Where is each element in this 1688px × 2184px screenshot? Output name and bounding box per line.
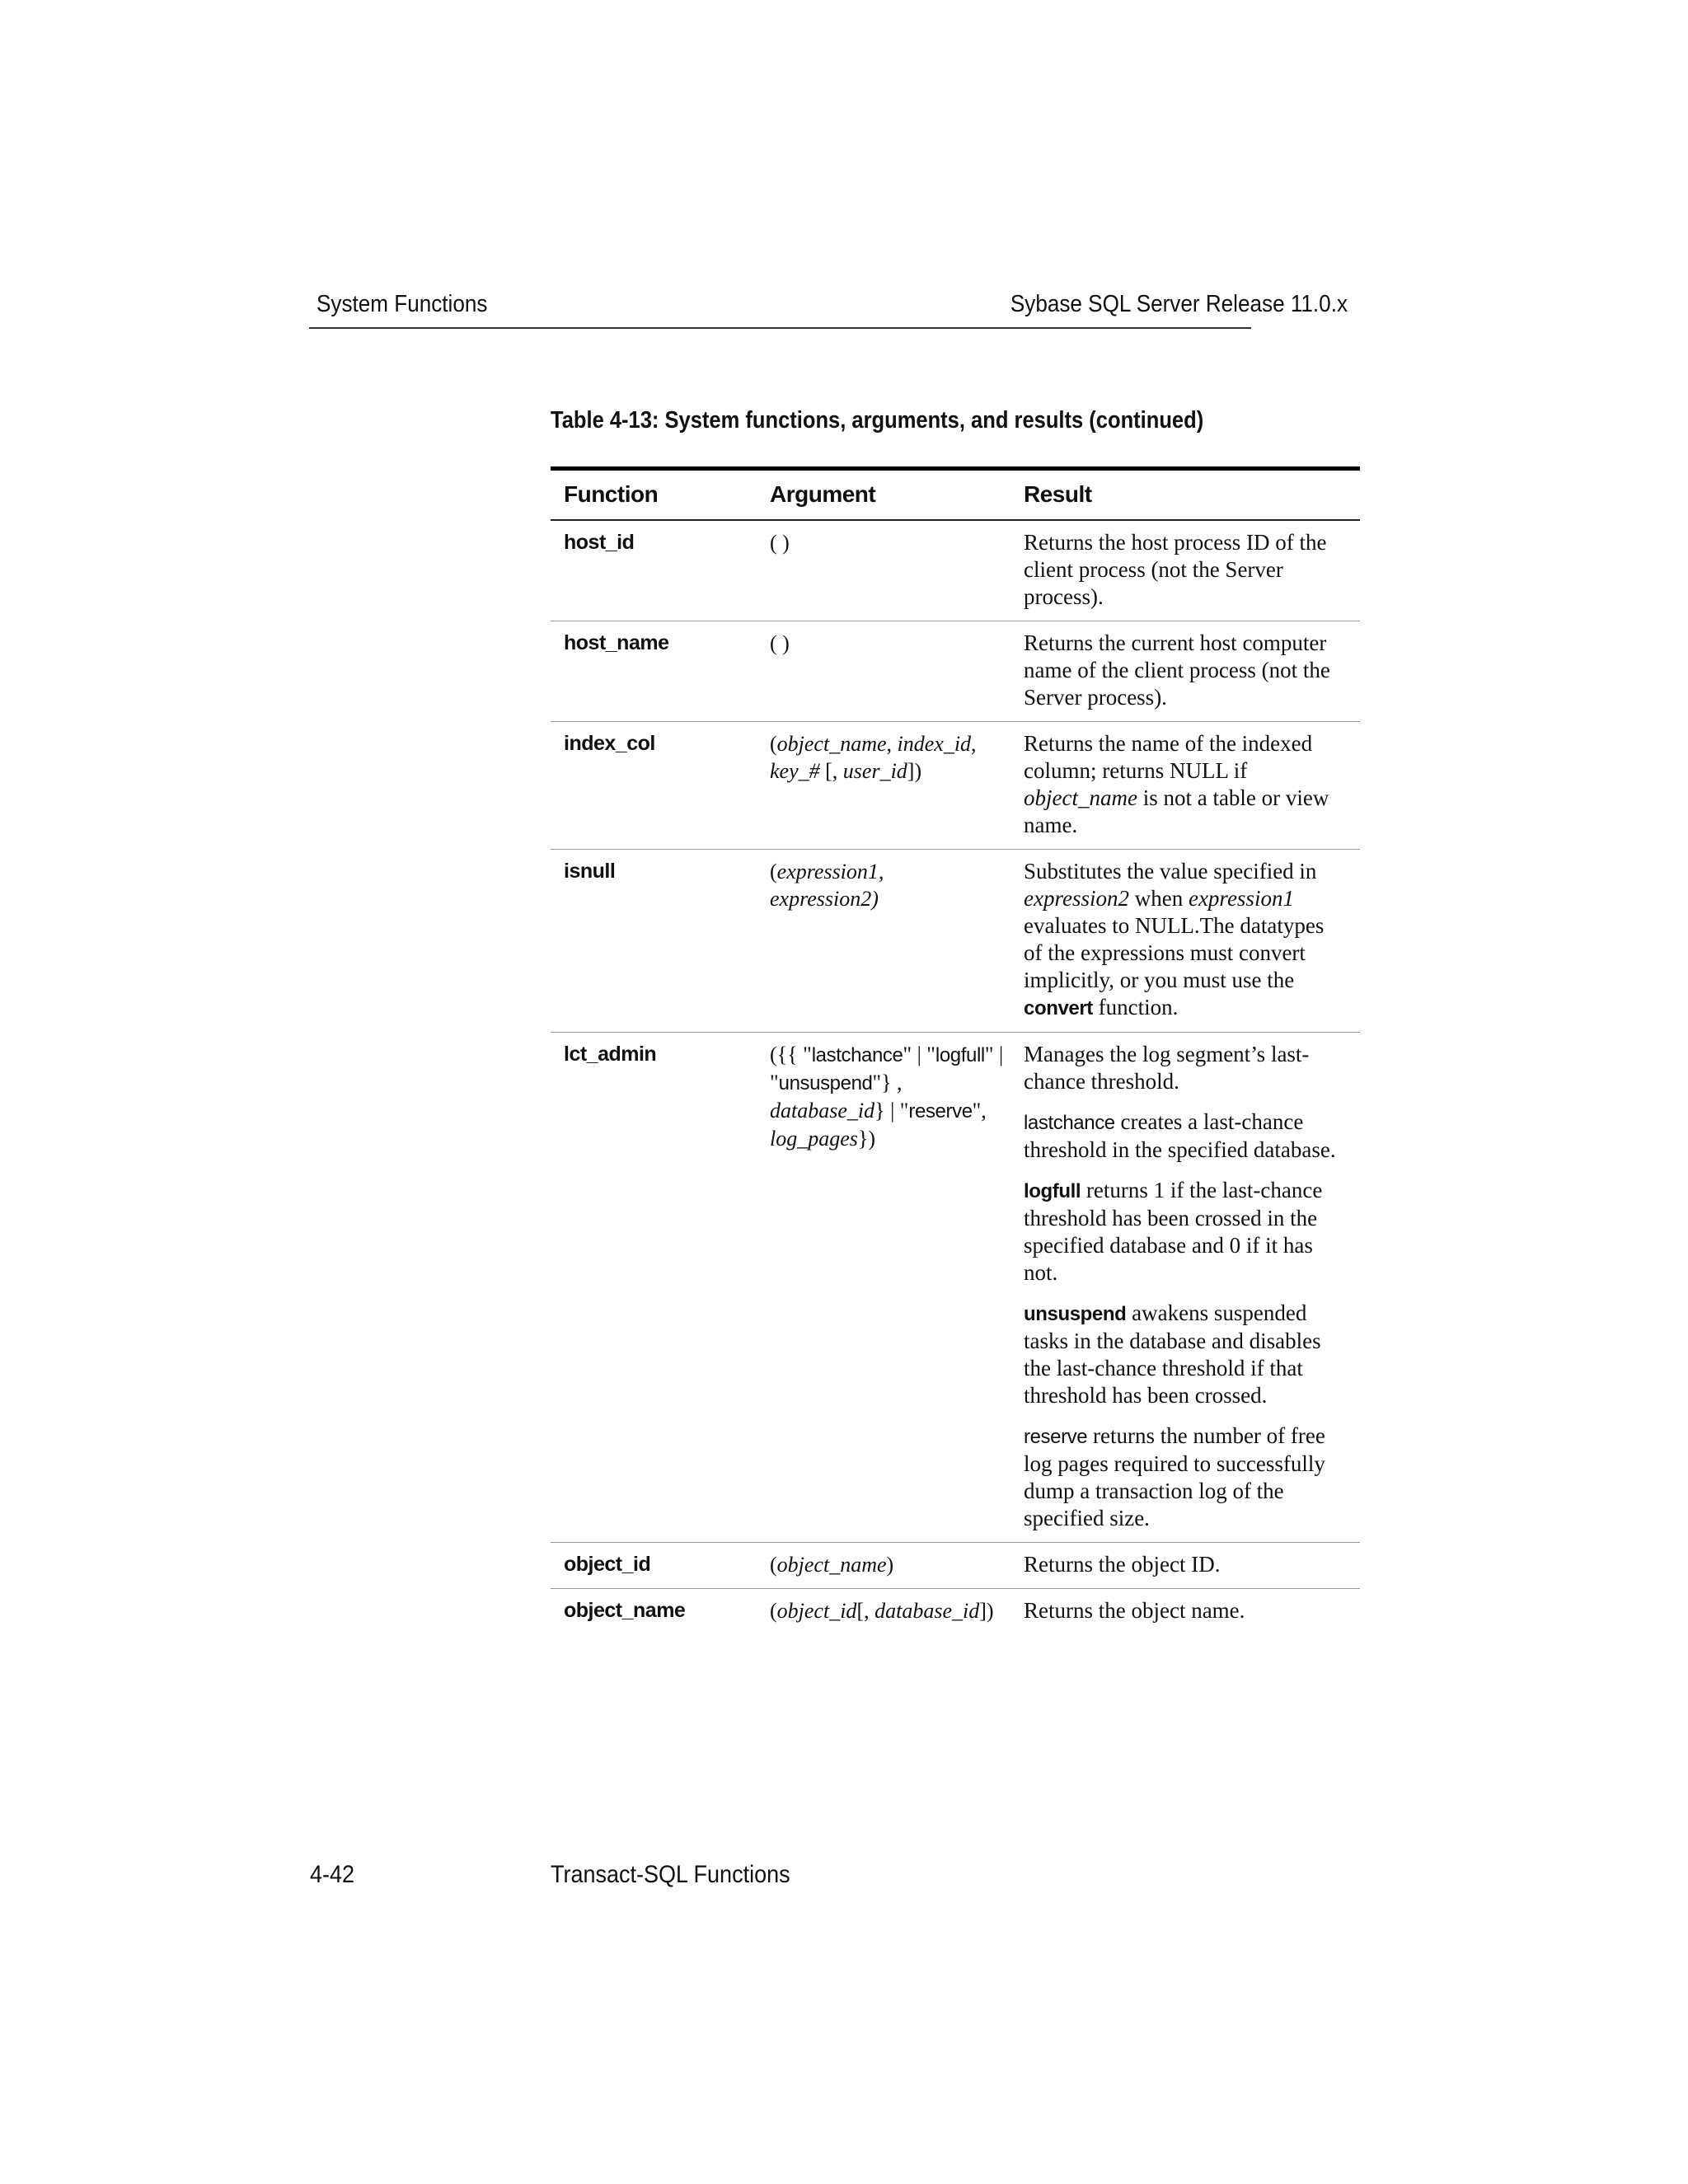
function-name: isnull bbox=[564, 860, 616, 883]
function-result: Returns the name of the indexed column; returns NULL if object_name is not a table or view name. bbox=[1024, 731, 1329, 837]
result-paragraph: unsuspend awakens suspended tasks in the database and disables the last-chance threshold if that threshold has been crossed. bbox=[1024, 1301, 1321, 1408]
page-number: 4-42 bbox=[310, 1861, 355, 1888]
header-product-title: Sybase SQL Server Release 11.0.x bbox=[1010, 291, 1348, 317]
function-name: host_id bbox=[564, 531, 635, 554]
result-paragraph: lastchance creates a last-chance threshold in the specified database. bbox=[1024, 1109, 1336, 1162]
function-name: host_name bbox=[564, 631, 669, 654]
column-header-argument: Argument bbox=[770, 481, 876, 507]
header-section-title: System Functions bbox=[316, 291, 488, 317]
function-name: index_col bbox=[564, 732, 655, 755]
table-row bbox=[551, 520, 1360, 621]
system-functions-table bbox=[551, 466, 1360, 1634]
column-header-function: Function bbox=[564, 481, 659, 507]
table-header-row bbox=[551, 469, 1360, 521]
function-name: object_name bbox=[564, 1599, 686, 1622]
function-name: lct_admin bbox=[564, 1043, 657, 1066]
function-result: Returns the host process ID of the client process (not the Server process). bbox=[1024, 530, 1327, 609]
column-header-result: Result bbox=[1024, 481, 1092, 507]
function-argument: (expression1, expression2) bbox=[770, 860, 884, 911]
function-argument: (object_id[, database_id]) bbox=[770, 1599, 994, 1623]
function-argument: ( ) bbox=[770, 631, 790, 655]
table-row bbox=[551, 1589, 1360, 1635]
function-argument: ({{ "lastchance" | "logfull" | "unsuspend"} , database_id} | "reserve", log_pages}) bbox=[770, 1043, 1004, 1151]
function-argument: (object_name) bbox=[770, 1553, 894, 1577]
result-paragraph: logfull returns 1 if the last-chance threshold has been crossed in the specified database and 0 if it has not. bbox=[1024, 1178, 1323, 1285]
function-result: Substitutes the value specified in expression2 when expression1 evaluates to NULL.The datatypes of the expressions must convert implicitly, or you must use the convert function. bbox=[1024, 859, 1325, 1019]
footer-chapter-title: Transact-SQL Functions bbox=[551, 1861, 790, 1888]
table-row bbox=[551, 1033, 1360, 1543]
function-result: Returns the object name. bbox=[1024, 1598, 1245, 1623]
function-argument: (object_name, index_id, key_# [, user_id]) bbox=[770, 732, 977, 783]
function-result: Returns the current host computer name of the client process (not the Server process). bbox=[1024, 630, 1330, 710]
function-argument: ( ) bbox=[770, 531, 790, 555]
function-result: Returns the object ID. bbox=[1024, 1552, 1221, 1577]
table-row bbox=[551, 621, 1360, 722]
function-name: object_id bbox=[564, 1553, 651, 1576]
function-result bbox=[1010, 1033, 1360, 1543]
table-caption: Table 4-13: System functions, arguments, and results (continued) bbox=[551, 407, 1204, 434]
table-row bbox=[551, 1543, 1360, 1589]
system-functions-table-container bbox=[551, 466, 1360, 1634]
result-intro: Manages the log segment’s last-chance threshold. bbox=[1024, 1042, 1310, 1094]
result-paragraph: reserve returns the number of free log pages required to successfully dump a transaction log of the specified size. bbox=[1024, 1423, 1325, 1530]
table-row bbox=[551, 722, 1360, 850]
table-row bbox=[551, 850, 1360, 1033]
running-header bbox=[309, 284, 1348, 329]
